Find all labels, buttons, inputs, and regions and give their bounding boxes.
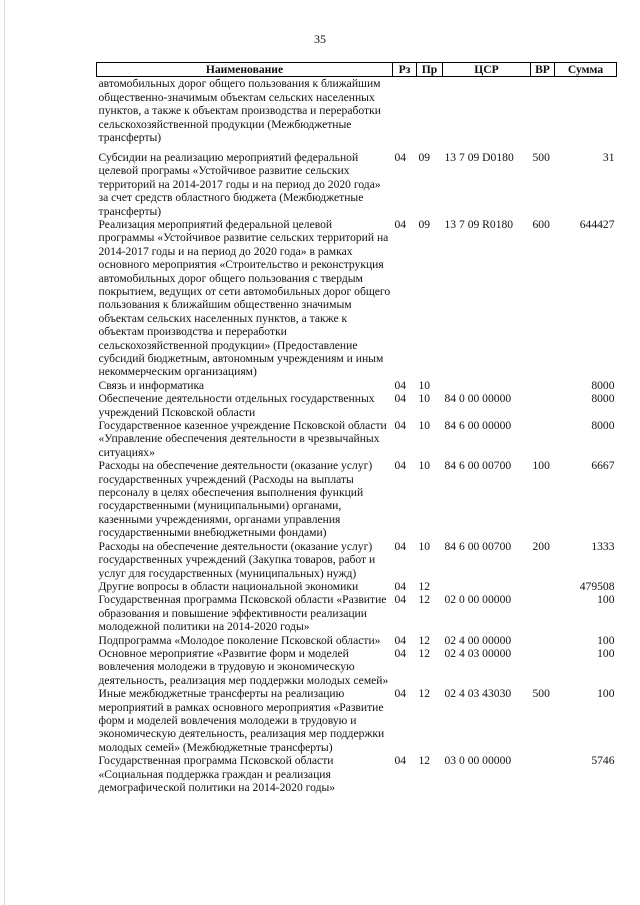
cell-rz: 04 — [394, 150, 407, 164]
cell-csr: 13 7 09 D0180 — [444, 150, 514, 164]
cell-sum: 100 — [597, 593, 615, 607]
header-vr: ВР — [531, 63, 555, 77]
cell-csr: 84 6 00 00700 — [444, 539, 512, 553]
cell-vr — [531, 634, 555, 647]
cell-sum: 5746 — [591, 754, 615, 768]
table-row — [97, 218, 617, 379]
cell-name: Иные межбюджетные трансферты на реализацию мероприятий в рамках основного мероприятия «Развитие форм и моделей вовлечения молодежи в трудовую и экономическую деятельность, реализация мер поддержки молодых семей» (Межбюджетные трансферты) — [98, 687, 385, 754]
cell-sum: 8000 — [591, 392, 615, 406]
cell-vr — [531, 647, 555, 687]
cell-rz: 04 — [394, 646, 407, 660]
table-row — [97, 459, 617, 539]
cell-vr — [531, 392, 555, 419]
cell-rz: 04 — [394, 593, 407, 607]
table-body — [97, 77, 617, 795]
cell-sum — [555, 77, 617, 151]
cell-pr: 09 — [418, 217, 431, 231]
header-csr: ЦСР — [443, 63, 531, 77]
table-row — [97, 687, 617, 754]
header-rz: Рз — [393, 63, 417, 77]
cell-pr: 10 — [418, 419, 431, 433]
cell-sum: 1333 — [591, 539, 615, 553]
cell-csr: 02 4 03 00000 — [444, 646, 512, 660]
cell-name: Основное мероприятие «Развитие форм и моделей вовлечения молодежи в трудовую и экономическую деятельность, реализация мер поддержки молодых семей» — [98, 646, 389, 687]
cell-vr — [531, 379, 555, 392]
cell-csr: 84 6 00 00000 — [444, 419, 512, 433]
cell-csr: 02 0 00 00000 — [444, 593, 512, 607]
cell-name: Связь и информатика — [98, 378, 205, 392]
cell-vr — [531, 77, 555, 151]
cell-sum: 8000 — [591, 378, 615, 392]
cell-csr: 03 0 00 00000 — [444, 754, 512, 768]
header-name: Наименование — [97, 63, 393, 77]
cell-name: Расходы на обеспечение деятельности (оказание услуг) государственных учреждений (Закупка товаров, работ и услуг для государственных (муниципальных) нужд) — [98, 539, 376, 580]
cell-pr: 12 — [418, 593, 431, 607]
cell-vr: 200 — [532, 539, 550, 553]
cell-vr: 600 — [532, 217, 550, 231]
table-row — [97, 647, 617, 687]
table-row — [97, 379, 617, 392]
cell-csr: 84 0 00 00000 — [444, 392, 512, 406]
cell-pr: 10 — [418, 459, 431, 473]
cell-sum: 100 — [597, 633, 615, 647]
cell-rz: 04 — [394, 539, 407, 553]
cell-sum: 644427 — [579, 217, 615, 231]
cell-pr: 10 — [418, 539, 431, 553]
cell-csr — [443, 77, 531, 151]
table-row — [97, 540, 617, 580]
cell-pr — [417, 77, 443, 151]
cell-pr: 12 — [418, 646, 431, 660]
cell-name: Субсидии на реализацию мероприятий федеральной целевой програмы «Устойчивое развитие сельских территорий на 2014-2017 годы и на период до 2020 года» за счет средств областного бюджета (Межбюджетные трансферты) — [98, 150, 381, 218]
cell-vr — [531, 593, 555, 633]
cell-name: Государственная программа Псковской области «Социальная поддержка граждан и реализация демографической политики на 2014-2020 годы» — [98, 754, 336, 794]
cell-name: Государственное казенное учреждение Псковской области «Управление обеспечения деятельности в чрезвычайных ситуациях» — [98, 419, 387, 459]
cell-csr — [443, 580, 531, 593]
cell-csr — [443, 379, 531, 392]
cell-rz: 04 — [394, 579, 407, 593]
cell-name: Реализация мероприятий федеральной целевой программы «Устойчивое развитие сельских территорий на 2014-2017 годы и на период до 2020 года» в рамках основного мероприятия «Строительство и реконструкция автомобильных дорог общего пользования с твердым покрытием, ведущих от сети автомобильных дорог общего пользования к ближайшим общественно значимым объектам сельских населенных пунктов, а также к объектам производства и переработки сельскохозяйственной продукции» (Предоставление субсидий бюджетным, автономным учреждениям и иным некоммерческим организациям) — [98, 217, 391, 379]
cell-rz: 04 — [394, 633, 407, 647]
cell-csr: 02 4 00 00000 — [444, 633, 512, 647]
table-row — [97, 580, 617, 593]
cell-name: Расходы на обеспечение деятельности (оказание услуг) государственных учреждений (Расходы на выплаты персоналу в целях обеспечения выполнения функций государственными (муниципальными) органами, казенными учреждениями, органами управления государственными внебюджетными фондами) — [98, 459, 373, 540]
cell-name: Другие вопросы в области национальной экономики — [98, 579, 359, 593]
table-row — [97, 151, 617, 218]
cell-pr: 12 — [418, 754, 431, 768]
cell-pr: 10 — [418, 378, 431, 392]
table-row — [97, 754, 617, 794]
cell-pr: 12 — [418, 633, 431, 647]
cell-sum: 100 — [597, 687, 615, 701]
table-header-row — [97, 63, 617, 77]
cell-sum: 100 — [597, 646, 615, 660]
cell-rz — [393, 77, 417, 151]
scan-edge-line — [4, 0, 5, 905]
cell-name: Государственная программа Псковской области «Развитие образования и повышение эффективности реализации молодежной политики на 2014-2020 годы» — [98, 593, 387, 634]
table-row — [97, 419, 617, 459]
cell-name: Обеспечение деятельности отдельных государственных учреждений Псковской области — [98, 392, 375, 419]
cell-sum: 6667 — [591, 459, 615, 473]
table-row — [97, 593, 617, 633]
header-sum: Сумма — [555, 63, 617, 77]
cell-name: автомобильных дорог общего пользования к ближайшим общественно-значимым объектам сельских населенных пунктов, а также к объектам производства и переработки сельскохозяйственной продукции (Межбюджетные трансферты) — [98, 77, 381, 145]
table-row — [97, 392, 617, 419]
cell-vr — [531, 580, 555, 593]
cell-sum: 479508 — [579, 579, 615, 593]
cell-pr: 12 — [418, 687, 431, 701]
cell-vr: 500 — [532, 687, 550, 701]
cell-csr: 13 7 09 R0180 — [444, 217, 514, 231]
cell-vr — [531, 754, 555, 794]
cell-name: Подпрограмма «Молодое поколение Псковской области» — [98, 633, 381, 647]
cell-vr: 100 — [532, 459, 550, 473]
page-number: 35 — [314, 32, 326, 46]
cell-rz: 04 — [394, 217, 407, 231]
budget-table — [96, 62, 617, 794]
cell-sum: 31 — [602, 150, 615, 164]
cell-pr: 09 — [418, 150, 431, 164]
cell-pr: 10 — [418, 392, 431, 406]
cell-rz: 04 — [394, 687, 407, 701]
table-row — [97, 77, 617, 151]
cell-rz: 04 — [394, 754, 407, 768]
cell-csr: 02 4 03 43030 — [444, 687, 512, 701]
cell-rz: 04 — [394, 459, 407, 473]
cell-rz: 04 — [394, 378, 407, 392]
cell-rz: 04 — [394, 419, 407, 433]
cell-vr: 500 — [532, 150, 550, 164]
cell-sum: 8000 — [591, 419, 615, 433]
cell-rz: 04 — [394, 392, 407, 406]
cell-vr — [531, 419, 555, 459]
cell-pr: 12 — [418, 579, 431, 593]
table-row — [97, 634, 617, 647]
cell-csr: 84 6 00 00700 — [444, 459, 512, 473]
header-pr: Пр — [417, 63, 443, 77]
